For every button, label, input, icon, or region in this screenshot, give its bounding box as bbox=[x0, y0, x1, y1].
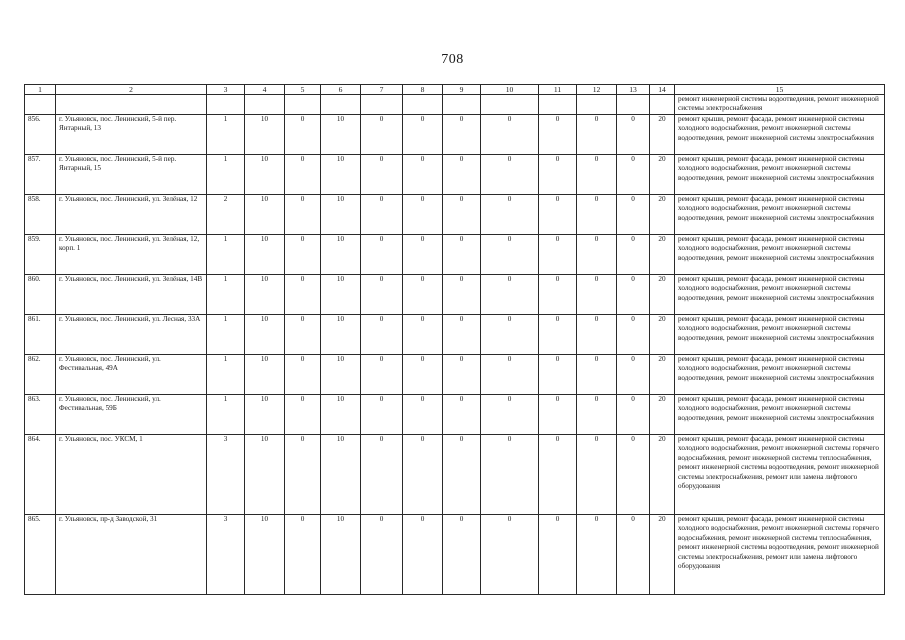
table-row bbox=[25, 275, 885, 315]
cell-c7: 0 bbox=[361, 155, 403, 195]
cell-c11: 0 bbox=[539, 355, 577, 395]
cell bbox=[245, 95, 285, 115]
column-header-11: 11 bbox=[539, 85, 577, 95]
cell-c10: 0 bbox=[481, 315, 539, 355]
cell-row-number: 865. bbox=[25, 515, 56, 595]
cell bbox=[617, 95, 650, 115]
cell-works: ремонт инженерной системы водоотведения, ремонт инженерной системы электроснабжения bbox=[675, 95, 885, 115]
cell-c14: 20 bbox=[650, 435, 675, 515]
cell-c14: 20 bbox=[650, 235, 675, 275]
cell-c10: 0 bbox=[481, 195, 539, 235]
cell-c8: 0 bbox=[403, 435, 443, 515]
cell-c9: 0 bbox=[443, 235, 481, 275]
cell bbox=[577, 95, 617, 115]
cell-c8: 0 bbox=[403, 515, 443, 595]
cell-c12: 0 bbox=[577, 275, 617, 315]
cell-c9: 0 bbox=[443, 155, 481, 195]
cell-works: ремонт крыши, ремонт фасада, ремонт инженерной системы холодного водоснабжения, ремонт инженерной системы водоотведения, ремонт инженерной системы электроснабжения bbox=[675, 155, 885, 195]
cell-c9: 0 bbox=[443, 315, 481, 355]
cell-c12: 0 bbox=[577, 115, 617, 155]
cell bbox=[443, 95, 481, 115]
cell-c5: 0 bbox=[285, 355, 321, 395]
cell-c14: 20 bbox=[650, 195, 675, 235]
table-row bbox=[25, 515, 885, 595]
cell-c10: 0 bbox=[481, 235, 539, 275]
cell-c6: 10 bbox=[321, 395, 361, 435]
cell-c8: 0 bbox=[403, 235, 443, 275]
cell-address: г. Ульяновск, пос. Ленинский, ул. Зелёная, 14В bbox=[56, 275, 207, 315]
cell-c10: 0 bbox=[481, 515, 539, 595]
cell-c12: 0 bbox=[577, 315, 617, 355]
cell-address: г. Ульяновск, пос. Ленинский, 5-й пер. Янтарный, 15 bbox=[56, 155, 207, 195]
cell-c9: 0 bbox=[443, 275, 481, 315]
cell-c14: 20 bbox=[650, 155, 675, 195]
cell-c10: 0 bbox=[481, 275, 539, 315]
cell-c7: 0 bbox=[361, 515, 403, 595]
cell-c8: 0 bbox=[403, 395, 443, 435]
cell-c14: 20 bbox=[650, 315, 675, 355]
cell-row-number: 856. bbox=[25, 115, 56, 155]
cell-row-number: 864. bbox=[25, 435, 56, 515]
cell-c13: 0 bbox=[617, 515, 650, 595]
cell-c3: 1 bbox=[207, 395, 245, 435]
cell-c6: 10 bbox=[321, 115, 361, 155]
cell-c5: 0 bbox=[285, 395, 321, 435]
column-header-1: 1 bbox=[25, 85, 56, 95]
cell-c6: 10 bbox=[321, 235, 361, 275]
column-header-8: 8 bbox=[403, 85, 443, 95]
cell-works: ремонт крыши, ремонт фасада, ремонт инженерной системы холодного водоснабжения, ремонт инженерной системы водоотведения, ремонт инженерной системы электроснабжения bbox=[675, 395, 885, 435]
cell-c10: 0 bbox=[481, 355, 539, 395]
table-row bbox=[25, 355, 885, 395]
cell-c6: 10 bbox=[321, 155, 361, 195]
cell bbox=[321, 95, 361, 115]
cell-c4: 10 bbox=[245, 515, 285, 595]
cell-c13: 0 bbox=[617, 435, 650, 515]
cell-c14: 20 bbox=[650, 275, 675, 315]
column-header-15: 15 bbox=[675, 85, 885, 95]
cell-c9: 0 bbox=[443, 515, 481, 595]
cell-c10: 0 bbox=[481, 155, 539, 195]
cell-c13: 0 bbox=[617, 275, 650, 315]
cell-c3: 3 bbox=[207, 435, 245, 515]
cell-c9: 0 bbox=[443, 195, 481, 235]
column-header-6: 6 bbox=[321, 85, 361, 95]
cell-c6: 10 bbox=[321, 515, 361, 595]
cell-c4: 10 bbox=[245, 435, 285, 515]
cell-c12: 0 bbox=[577, 355, 617, 395]
register-table bbox=[24, 84, 885, 595]
cell-c3: 2 bbox=[207, 195, 245, 235]
cell-row-number: 859. bbox=[25, 235, 56, 275]
cell bbox=[56, 95, 207, 115]
cell-c14: 20 bbox=[650, 115, 675, 155]
cell-row-number: 857. bbox=[25, 155, 56, 195]
cell-c12: 0 bbox=[577, 515, 617, 595]
cell-c12: 0 bbox=[577, 155, 617, 195]
column-header-4: 4 bbox=[245, 85, 285, 95]
cell-c13: 0 bbox=[617, 355, 650, 395]
cell-c5: 0 bbox=[285, 435, 321, 515]
cell-c6: 10 bbox=[321, 435, 361, 515]
cell-c9: 0 bbox=[443, 115, 481, 155]
cell-c6: 10 bbox=[321, 275, 361, 315]
cell-c12: 0 bbox=[577, 235, 617, 275]
cell-works: ремонт крыши, ремонт фасада, ремонт инженерной системы холодного водоснабжения, ремонт инженерной системы горячего водоснабжения, ремонт инженерной системы теплоснабжения, ремонт инженерной системы водоотведения, ремонт инженерной системы электроснабжения, ремонт или замена лифтового оборудования bbox=[675, 435, 885, 515]
column-number-row bbox=[25, 85, 885, 95]
cell-c4: 10 bbox=[245, 235, 285, 275]
table-row bbox=[25, 115, 885, 155]
cell-c11: 0 bbox=[539, 275, 577, 315]
cell-row-number: 858. bbox=[25, 195, 56, 235]
cell-c5: 0 bbox=[285, 235, 321, 275]
column-header-10: 10 bbox=[481, 85, 539, 95]
cell-c8: 0 bbox=[403, 195, 443, 235]
cell-address: г. Ульяновск, пос. Ленинский, ул. Фестивальная, 49А bbox=[56, 355, 207, 395]
cell-c8: 0 bbox=[403, 115, 443, 155]
cell-c5: 0 bbox=[285, 315, 321, 355]
cell-c5: 0 bbox=[285, 195, 321, 235]
cell-works: ремонт крыши, ремонт фасада, ремонт инженерной системы холодного водоснабжения, ремонт инженерной системы водоотведения, ремонт инженерной системы электроснабжения bbox=[675, 195, 885, 235]
cell-c13: 0 bbox=[617, 195, 650, 235]
cell-c11: 0 bbox=[539, 395, 577, 435]
cell-c3: 1 bbox=[207, 355, 245, 395]
cell bbox=[403, 95, 443, 115]
cell-c5: 0 bbox=[285, 515, 321, 595]
page-number: 708 bbox=[441, 52, 464, 67]
cell-address: г. Ульяновск, пос. Ленинский, ул. Фестивальная, 59Б bbox=[56, 395, 207, 435]
cell-c7: 0 bbox=[361, 275, 403, 315]
cell-address: г. Ульяновск, пос. Ленинский, ул. Зелёная, 12 bbox=[56, 195, 207, 235]
cell-c11: 0 bbox=[539, 515, 577, 595]
cell-c6: 10 bbox=[321, 315, 361, 355]
cell-works: ремонт крыши, ремонт фасада, ремонт инженерной системы холодного водоснабжения, ремонт инженерной системы водоотведения, ремонт инженерной системы электроснабжения bbox=[675, 275, 885, 315]
table-row bbox=[25, 155, 885, 195]
cell-works: ремонт крыши, ремонт фасада, ремонт инженерной системы холодного водоснабжения, ремонт инженерной системы водоотведения, ремонт инженерной системы электроснабжения bbox=[675, 115, 885, 155]
cell-c8: 0 bbox=[403, 315, 443, 355]
cell-c11: 0 bbox=[539, 155, 577, 195]
table-body bbox=[25, 85, 885, 595]
cell-works: ремонт крыши, ремонт фасада, ремонт инженерной системы холодного водоснабжения, ремонт инженерной системы водоотведения, ремонт инженерной системы электроснабжения bbox=[675, 315, 885, 355]
cell-row-number: 860. bbox=[25, 275, 56, 315]
cell-c4: 10 bbox=[245, 275, 285, 315]
cell-c5: 0 bbox=[285, 275, 321, 315]
cell bbox=[539, 95, 577, 115]
cell-address: г. Ульяновск, пр-д Заводской, 31 bbox=[56, 515, 207, 595]
cell-c12: 0 bbox=[577, 435, 617, 515]
table-row bbox=[25, 195, 885, 235]
column-header-14: 14 bbox=[650, 85, 675, 95]
cell-c5: 0 bbox=[285, 155, 321, 195]
cell-c9: 0 bbox=[443, 395, 481, 435]
cell-works: ремонт крыши, ремонт фасада, ремонт инженерной системы холодного водоснабжения, ремонт инженерной системы горячего водоснабжения, ремонт инженерной системы теплоснабжения, ремонт инженерной системы водоотведения, ремонт инженерной системы электроснабжения, ремонт или замена лифтового оборудования bbox=[675, 515, 885, 595]
cell-c3: 1 bbox=[207, 115, 245, 155]
cell-c11: 0 bbox=[539, 235, 577, 275]
cell bbox=[25, 95, 56, 115]
cell-works: ремонт крыши, ремонт фасада, ремонт инженерной системы холодного водоснабжения, ремонт инженерной системы водоотведения, ремонт инженерной системы электроснабжения bbox=[675, 235, 885, 275]
cell bbox=[285, 95, 321, 115]
cell-c7: 0 bbox=[361, 235, 403, 275]
cell-c4: 10 bbox=[245, 315, 285, 355]
cell-address: г. Ульяновск, пос. Ленинский, ул. Зелёная, 12, корп. 1 bbox=[56, 235, 207, 275]
table-row bbox=[25, 395, 885, 435]
column-header-5: 5 bbox=[285, 85, 321, 95]
cell-c6: 10 bbox=[321, 355, 361, 395]
cell-c11: 0 bbox=[539, 315, 577, 355]
cell-c4: 10 bbox=[245, 155, 285, 195]
cell-c7: 0 bbox=[361, 395, 403, 435]
cell-c3: 3 bbox=[207, 515, 245, 595]
cell-c9: 0 bbox=[443, 435, 481, 515]
cell-works: ремонт крыши, ремонт фасада, ремонт инженерной системы холодного водоснабжения, ремонт инженерной системы водоотведения, ремонт инженерной системы электроснабжения bbox=[675, 355, 885, 395]
cell-c14: 20 bbox=[650, 395, 675, 435]
cell-c8: 0 bbox=[403, 275, 443, 315]
cell-c13: 0 bbox=[617, 235, 650, 275]
cell-c7: 0 bbox=[361, 115, 403, 155]
cell-c4: 10 bbox=[245, 195, 285, 235]
column-header-7: 7 bbox=[361, 85, 403, 95]
cell-c7: 0 bbox=[361, 195, 403, 235]
cell-address: г. Ульяновск, пос. Ленинский, 5-й пер. Янтарный, 13 bbox=[56, 115, 207, 155]
cell-c10: 0 bbox=[481, 115, 539, 155]
cell-c5: 0 bbox=[285, 115, 321, 155]
cell-c7: 0 bbox=[361, 315, 403, 355]
table-row bbox=[25, 315, 885, 355]
cell-c8: 0 bbox=[403, 355, 443, 395]
cell-c4: 10 bbox=[245, 115, 285, 155]
cell-c3: 1 bbox=[207, 155, 245, 195]
continuation-row bbox=[25, 95, 885, 115]
column-header-12: 12 bbox=[577, 85, 617, 95]
cell-c14: 20 bbox=[650, 515, 675, 595]
column-header-2: 2 bbox=[56, 85, 207, 95]
cell-c6: 10 bbox=[321, 195, 361, 235]
cell bbox=[207, 95, 245, 115]
cell-c10: 0 bbox=[481, 395, 539, 435]
cell-address: г. Ульяновск, пос. Ленинский, ул. Лесная, 33А bbox=[56, 315, 207, 355]
cell bbox=[361, 95, 403, 115]
cell-c11: 0 bbox=[539, 195, 577, 235]
cell-c13: 0 bbox=[617, 315, 650, 355]
table-row bbox=[25, 435, 885, 515]
column-header-3: 3 bbox=[207, 85, 245, 95]
cell-c9: 0 bbox=[443, 355, 481, 395]
cell bbox=[650, 95, 675, 115]
cell-c4: 10 bbox=[245, 395, 285, 435]
cell-c14: 20 bbox=[650, 355, 675, 395]
cell-row-number: 863. bbox=[25, 395, 56, 435]
cell-c8: 0 bbox=[403, 155, 443, 195]
column-header-9: 9 bbox=[443, 85, 481, 95]
cell-c11: 0 bbox=[539, 115, 577, 155]
cell-c7: 0 bbox=[361, 435, 403, 515]
cell bbox=[481, 95, 539, 115]
cell-row-number: 861. bbox=[25, 315, 56, 355]
cell-c11: 0 bbox=[539, 435, 577, 515]
cell-c10: 0 bbox=[481, 435, 539, 515]
table-row bbox=[25, 235, 885, 275]
cell-c13: 0 bbox=[617, 395, 650, 435]
cell-c3: 1 bbox=[207, 315, 245, 355]
cell-row-number: 862. bbox=[25, 355, 56, 395]
cell-c12: 0 bbox=[577, 195, 617, 235]
cell-c13: 0 bbox=[617, 115, 650, 155]
cell-c3: 1 bbox=[207, 275, 245, 315]
column-header-13: 13 bbox=[617, 85, 650, 95]
cell-c7: 0 bbox=[361, 355, 403, 395]
cell-c13: 0 bbox=[617, 155, 650, 195]
cell-address: г. Ульяновск, пос. УКСМ, 1 bbox=[56, 435, 207, 515]
cell-c3: 1 bbox=[207, 235, 245, 275]
cell-c12: 0 bbox=[577, 395, 617, 435]
cell-c4: 10 bbox=[245, 355, 285, 395]
